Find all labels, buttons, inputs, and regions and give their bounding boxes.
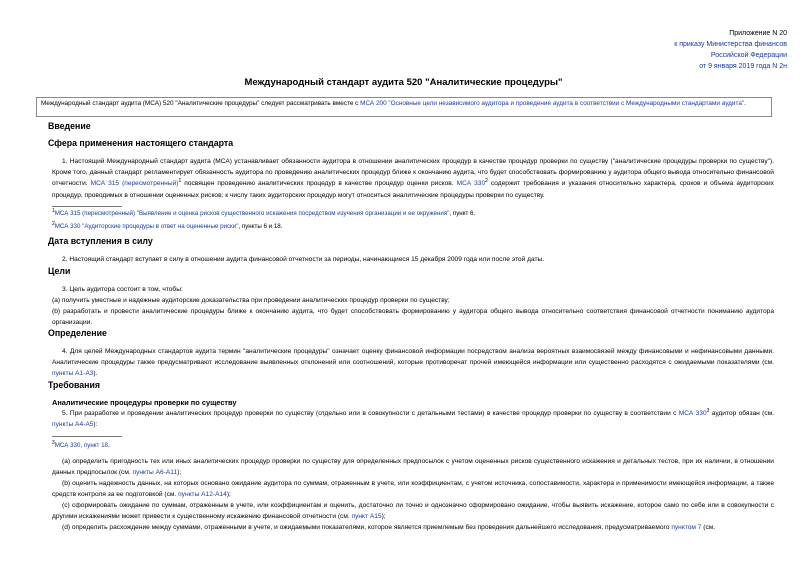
a12-a14-link[interactable]: пункты А12-А14 (178, 491, 227, 499)
paragraph-5: 5. При разработке и проведении аналитических процедур проверки по существу (отдельно или в совокупности с детальными тестами) в качестве процедур проверки по существу в соответствии с МСА $330^3$ аудитор обязан (см. пункты А4-А5): (52, 407, 774, 429)
a1-a3-link[interactable]: пункты А1-А3 (52, 370, 94, 378)
paragraph-5d (52, 522, 774, 533)
paragraph-text: ); (226, 491, 231, 499)
page-title: Международный стандарт аудита 520 "Аналитические процедуры" (244, 77, 563, 88)
isa-200-link[interactable]: МСА 200 "Основные цели независимого аудитора и проведение аудита в соответствии с Международными стандартами аудита" (360, 100, 745, 107)
a4-a5-link[interactable]: пункты А4-А5 (52, 421, 94, 429)
subsection-heading-analytical: Аналитические процедуры проверки по существу (52, 398, 237, 407)
section-heading-definition: Определение (48, 328, 107, 338)
annex-line: Приложение N 20 (729, 30, 787, 37)
notice-box (36, 97, 772, 117)
isa-315-link[interactable]: МСА 315 (пересмотренный) (90, 180, 179, 188)
paragraph-5c (52, 500, 774, 522)
paragraph-5a (52, 456, 774, 478)
a15-link[interactable]: пункт А15 (351, 513, 382, 521)
section-heading-requirements: Требования (48, 380, 101, 390)
footnote-text: . (107, 442, 110, 449)
paragraph-text: 4. Для целей Международных стандартов аудита термин "аналитические процедуры" означает оценку финансовой информации посредством анализа вероятных взаимосвязей между финансовыми и нефинансовыми данными. Аналитические процедуры также предусматривают исследование выявленных отклонений или соотношений, которые противоречат прочей имеющейся информации или существенно расходятся с ожидаемыми показателями (см. (52, 348, 774, 367)
paragraph-3: 3. Цель аудитора состоит в том, чтобы: (62, 286, 183, 293)
footnote-divider (52, 436, 122, 437)
a6-a11-link[interactable]: пункты А6-А11 (132, 469, 178, 477)
footnote-text: , пункт 6. (449, 210, 476, 217)
order-link[interactable]: к приказу Министерства финансов (674, 41, 787, 48)
paragraph-text: аудитор обязан (см. (709, 410, 774, 417)
paragraph-text: (c) сформировать ожидание по суммам, отраженным в учете, или коэффициентам и оценить, достаточно ли точно и однозначно сформировано ожидание, чтобы выявить искажение, которое само по себе или в совокупности с другими искажениями может привести к существенному искажению финансовой отчетности (см. (52, 502, 774, 521)
footnote-2: $^2$МСА 330 "Аудиторские процедуры в ответ на оцененные риски", пункты 6 и 18. (52, 220, 283, 230)
paragraph-3b: (b) разработать и провести аналитические процедуры ближе к окончанию аудита, что будет способствовать формированию у аудитора общего вывода относительно соответствия финансовой отчетности пониманию аудитора организации. (52, 308, 774, 327)
paragraph-text: (см. (701, 524, 716, 531)
isa-330-footnote-link[interactable]: МСА 330 "Аудиторские процедуры в ответ на оцененные риски" (54, 223, 239, 230)
section-heading-goals: Цели (48, 266, 71, 276)
footnote-3: $^3$МСА 330, пункт 18. (52, 439, 110, 449)
notice-end: . (744, 100, 746, 107)
isa-315-footnote-link[interactable]: МСА 315 (пересмотренный) "Выявление и оценка рисков существенного искажения посредством изучения организации и ее окружения" (54, 210, 450, 217)
order-link[interactable]: от 9 января 2019 года N 2н (699, 63, 787, 70)
paragraph-text: содержит требования и указания относительно характера, сроков и объема аудиторских процедур, проводимых в отношении оцененных рисков; к числу таких аудиторских процедур могут относиться аналитические процедуры проверки по существу. (52, 180, 774, 199)
paragraph-4 (52, 346, 774, 380)
paragraph-text: посвящен проведению аналитических процедур в качестве процедур оценки рисков. (181, 180, 457, 188)
paragraph-2: 2. Настоящий стандарт вступает в силу в отношении аудита финансовой отчетности за периоды, начинающиеся 15 декабря 2009 года или после этой даты. (62, 256, 545, 263)
paragraph-text: (d) определить расхождение между суммами, отраженными в учете, и ожидаемыми показателями, которое является приемлемым без проведения дальнейшего исследования, предусматриваемого (62, 524, 672, 531)
footnote-1: $^1$МСА 315 (пересмотренный) "Выявление и оценка рисков существенного искажения посредством изучения организации и ее окружения", пункт 6. (52, 207, 476, 217)
footnote-divider (52, 206, 122, 207)
paragraph-text: ); (381, 513, 386, 521)
isa-330-link[interactable]: МСА 330 (456, 180, 486, 188)
paragraph-text: ); (177, 469, 182, 477)
paragraph-7-link[interactable]: пунктом 7 (671, 524, 702, 531)
isa-330-footnote-link[interactable]: МСА 330, пункт 18 (54, 442, 108, 449)
section-heading-intro: Введение (48, 121, 91, 131)
paragraph-text: (a) определить пригодность тех или иных аналитических процедур проверки по существу для определенных предпосылок с учетом оцененных рисков существенного искажения и детальных тестов, при их наличии, в отношении данных предпосылок (см. (52, 458, 774, 477)
footnote-text: , пункты 6 и 18. (238, 223, 283, 230)
paragraph-1: 1. Настоящий Международный стандарт аудита (МСА) устанавливает обязанности аудитора в отношении аналитических процедур в качестве процедур проверки по существу ("аналитические процедуры проверки по существу"). Кроме того, данный стандарт регламентирует обязанность аудитора по проведению аналитических процедур ближе к окончанию аудита, что будет способствовать формированию у аудитора общего вывода относительно финансовой отчетности. МСА 315 (пересмотренный)$^1$ посвящен проведению аналитических процедур в качестве процедур оценки рисков. МСА $330^2$ содержит требования и указания относительно характера, сроков и объема аудиторских процедур, проводимых в отношении оцененных рисков; к числу таких аудиторских процедур могут относиться аналитические процедуры проверки по существу. (52, 158, 774, 199)
paragraph-text: (b) оценить надежность данных, на которых основано ожидание аудитора по суммам, отраженным в учете, или коэффициентам, с учетом источника, сопоставимости, характера и применимости имеющейся информации, а также средств контроля за ее подготовкой (см. (52, 480, 774, 499)
annex-header (487, 28, 787, 72)
paragraph-5b (52, 478, 774, 500)
notice-text: Международный стандарт аудита (МСА) 520 "Аналитические процедуры" следует рассматривать вместе с (41, 100, 361, 107)
paragraph-3a: (a) получить уместные и надежные аудиторские доказательства при проведении аналитических процедур проверки по существу; (52, 297, 450, 304)
paragraph-text: ): (93, 421, 98, 429)
paragraph-text: ). (93, 370, 98, 378)
order-link[interactable]: Российской Федерации (710, 52, 787, 59)
section-heading-scope: Сфера применения настоящего стандарта (48, 138, 234, 148)
isa-330-link[interactable]: МСА 330 (678, 410, 707, 417)
paragraph-text: 1. Настоящий Международный стандарт аудита (МСА) устанавливает обязанности аудитора в отношении аналитических процедур в качестве процедур проверки по существу ("аналитические процедуры проверки по существу"). Кроме того, данный стандарт регламентирует обязанность аудитора по проведению аналитических процедур ближе к окончанию аудита, что будет способствовать формированию у аудитора общего вывода относительно финансовой отчетности. (52, 158, 774, 188)
section-heading-effective: Дата вступления в силу (48, 236, 153, 246)
paragraph-text: 5. При разработке и проведении аналитических процедур проверки по существу (отдельно или в совокупности с детальными тестами) в качестве процедур проверки по существу в соответствии с (62, 410, 679, 417)
